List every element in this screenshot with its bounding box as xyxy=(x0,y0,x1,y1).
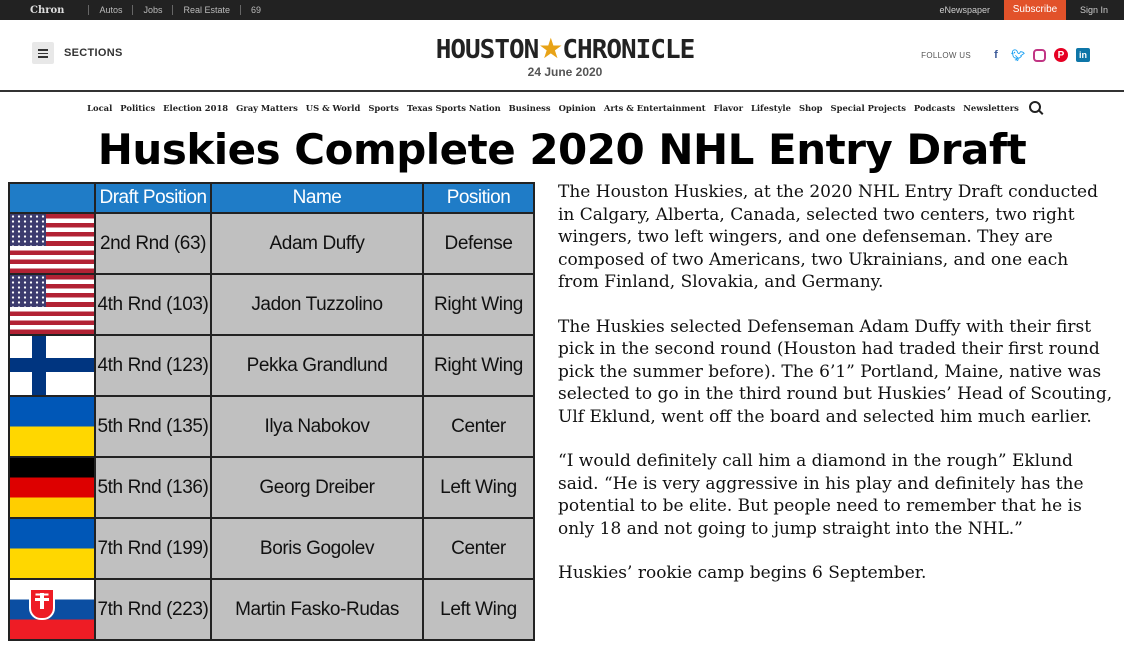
position-cell: Right Wing xyxy=(423,335,534,396)
nav-item-shop[interactable]: Shop xyxy=(798,103,823,113)
nav-item-lifestyle[interactable]: Lifestyle xyxy=(750,103,791,113)
nav-item-election-2018[interactable]: Election 2018 xyxy=(163,103,229,113)
subscribe-button[interactable]: Subscribe xyxy=(1004,0,1066,20)
germany-flag-icon xyxy=(10,458,94,517)
search-icon[interactable] xyxy=(1029,101,1041,113)
sign-in-link[interactable]: Sign In xyxy=(1079,5,1108,15)
draft-cell: 4th Rnd (123) xyxy=(95,335,211,396)
nav-item-special-projects[interactable]: Special Projects xyxy=(830,103,906,113)
draft-table xyxy=(8,182,535,641)
nav-item-local[interactable]: Local xyxy=(87,103,113,113)
pinterest-icon[interactable]: P xyxy=(1054,48,1068,62)
topbar-weather-temp[interactable]: 69 xyxy=(251,5,262,15)
top-bar xyxy=(0,0,1124,20)
nav-item-sports[interactable]: Sports xyxy=(368,103,399,113)
star-icon: ★ xyxy=(538,32,563,65)
name-cell: Jadon Tuzzolino xyxy=(211,274,423,335)
sections-button[interactable] xyxy=(32,42,123,64)
nav-item-newsletters[interactable]: Newsletters xyxy=(963,103,1019,113)
draft-cell: 5th Rnd (135) xyxy=(95,396,211,457)
header-flag xyxy=(9,183,95,213)
table-row xyxy=(9,335,534,396)
nav-item-politics[interactable]: Politics xyxy=(120,103,156,113)
flag-cell xyxy=(9,274,95,335)
draft-cell: 4th Rnd (103) xyxy=(95,274,211,335)
slovakia-flag-icon xyxy=(10,580,94,639)
brand-name-left: HOUSTON xyxy=(435,35,539,65)
flag-cell xyxy=(9,335,95,396)
sections-label[interactable]: SECTIONS xyxy=(64,47,123,59)
header-name: Name xyxy=(211,183,423,213)
divider xyxy=(88,5,89,15)
instagram-icon[interactable] xyxy=(1033,49,1046,62)
houston-chronicle-logo[interactable] xyxy=(420,32,710,79)
position-cell: Left Wing xyxy=(423,457,534,518)
follow-us-label: FOLLOW US xyxy=(921,50,971,60)
hamburger-menu-icon[interactable] xyxy=(32,42,54,64)
ukraine-flag-icon xyxy=(10,397,94,456)
name-cell: Pekka Grandlund xyxy=(211,335,423,396)
ukraine-flag-icon xyxy=(10,519,94,578)
nav-item-gray-matters[interactable]: Gray Matters xyxy=(236,103,298,113)
divider xyxy=(132,5,133,15)
topbar-link-jobs[interactable]: Jobs xyxy=(143,5,163,15)
flag-cell xyxy=(9,396,95,457)
nav-item-business[interactable]: Business xyxy=(508,103,551,113)
linkedin-icon[interactable]: in xyxy=(1076,48,1090,62)
nav-item-flavor[interactable]: Flavor xyxy=(713,103,743,113)
name-cell: Adam Duffy xyxy=(211,213,423,274)
article-paragraph: Huskies’ rookie camp begins 6 September. xyxy=(558,563,927,583)
article-paragraph: The Houston Huskies, at the 2020 NHL Entry Draft conducted in Calgary, Alberta, Canada, selected two centers, two right wingers, two left wingers, and one defenseman. They are composed of two Americans, two Ukrainians, and one each from Finland, Slovakia, and Germany. xyxy=(558,182,1098,292)
header-position: Position xyxy=(423,183,534,213)
flag-cell xyxy=(9,213,95,274)
flag-cell xyxy=(9,518,95,579)
name-cell: Ilya Nabokov xyxy=(211,396,423,457)
masthead-rule xyxy=(0,90,1124,92)
table-row xyxy=(9,579,534,640)
draft-cell: 7th Rnd (199) xyxy=(95,518,211,579)
edition-date: 24 June 2020 xyxy=(527,65,603,79)
table-row xyxy=(9,213,534,274)
draft-cell: 2nd Rnd (63) xyxy=(95,213,211,274)
position-cell: Center xyxy=(423,518,534,579)
table-header-row xyxy=(9,183,534,213)
position-cell: Left Wing xyxy=(423,579,534,640)
article-paragraph: The Huskies selected Defenseman Adam Duffy with their first pick in the second round (Houston had traded their first round pick the summer before). The 6’1” Portland, Maine, native was selected to go in the third round but Huskies’ Head of Scouting, Ulf Eklund, went off the board and selected him much earlier. xyxy=(558,316,1113,427)
follow-us xyxy=(921,48,1090,62)
facebook-icon[interactable]: f xyxy=(994,49,998,61)
article-body xyxy=(558,181,1114,607)
position-cell: Right Wing xyxy=(423,274,534,335)
usa-flag-icon xyxy=(10,214,94,273)
table-row xyxy=(9,396,534,457)
table-row xyxy=(9,457,534,518)
table-row xyxy=(9,518,534,579)
nav-item-texas-sports-nation[interactable]: Texas Sports Nation xyxy=(406,103,501,113)
nav-item-arts-entertainment[interactable]: Arts & Entertainment xyxy=(603,103,706,113)
main-nav xyxy=(0,100,1124,116)
nav-item-opinion[interactable]: Opinion xyxy=(558,103,596,113)
name-cell: Georg Dreiber xyxy=(211,457,423,518)
draft-cell: 5th Rnd (136) xyxy=(95,457,211,518)
twitter-icon[interactable]: 🐦︎ xyxy=(1011,49,1025,62)
flag-cell xyxy=(9,457,95,518)
article-paragraph: “I would definitely call him a diamond in the rough” Eklund said. “He is very aggressive in his play and definitely has the potential to be elite. But people need to remember that he is only 18 and not going to jump straight into the NHL.” xyxy=(558,451,1084,539)
draft-cell: 7th Rnd (223) xyxy=(95,579,211,640)
masthead xyxy=(0,20,1124,90)
enewspaper-link[interactable]: eNewspaper xyxy=(939,5,990,15)
divider xyxy=(172,5,173,15)
name-cell: Martin Fasko-Rudas xyxy=(211,579,423,640)
name-cell: Boris Gogolev xyxy=(211,518,423,579)
nav-item-us-world[interactable]: US & World xyxy=(305,103,361,113)
header-draft-position: Draft Position xyxy=(95,183,211,213)
usa-flag-icon xyxy=(10,275,94,334)
divider xyxy=(240,5,241,15)
position-cell: Center xyxy=(423,396,534,457)
position-cell: Defense xyxy=(423,213,534,274)
table-row xyxy=(9,274,534,335)
flag-cell xyxy=(9,579,95,640)
nav-item-podcasts[interactable]: Podcasts xyxy=(913,103,956,113)
page-title: Huskies Complete 2020 NHL Entry Draft xyxy=(97,125,1027,174)
topbar-link-real-estate[interactable]: Real Estate xyxy=(183,5,231,15)
chron-logo[interactable]: Chron xyxy=(30,4,65,16)
brand-name-right: CHRONICLE xyxy=(562,35,695,65)
finland-flag-icon xyxy=(10,336,94,395)
topbar-link-autos[interactable]: Autos xyxy=(99,5,123,15)
